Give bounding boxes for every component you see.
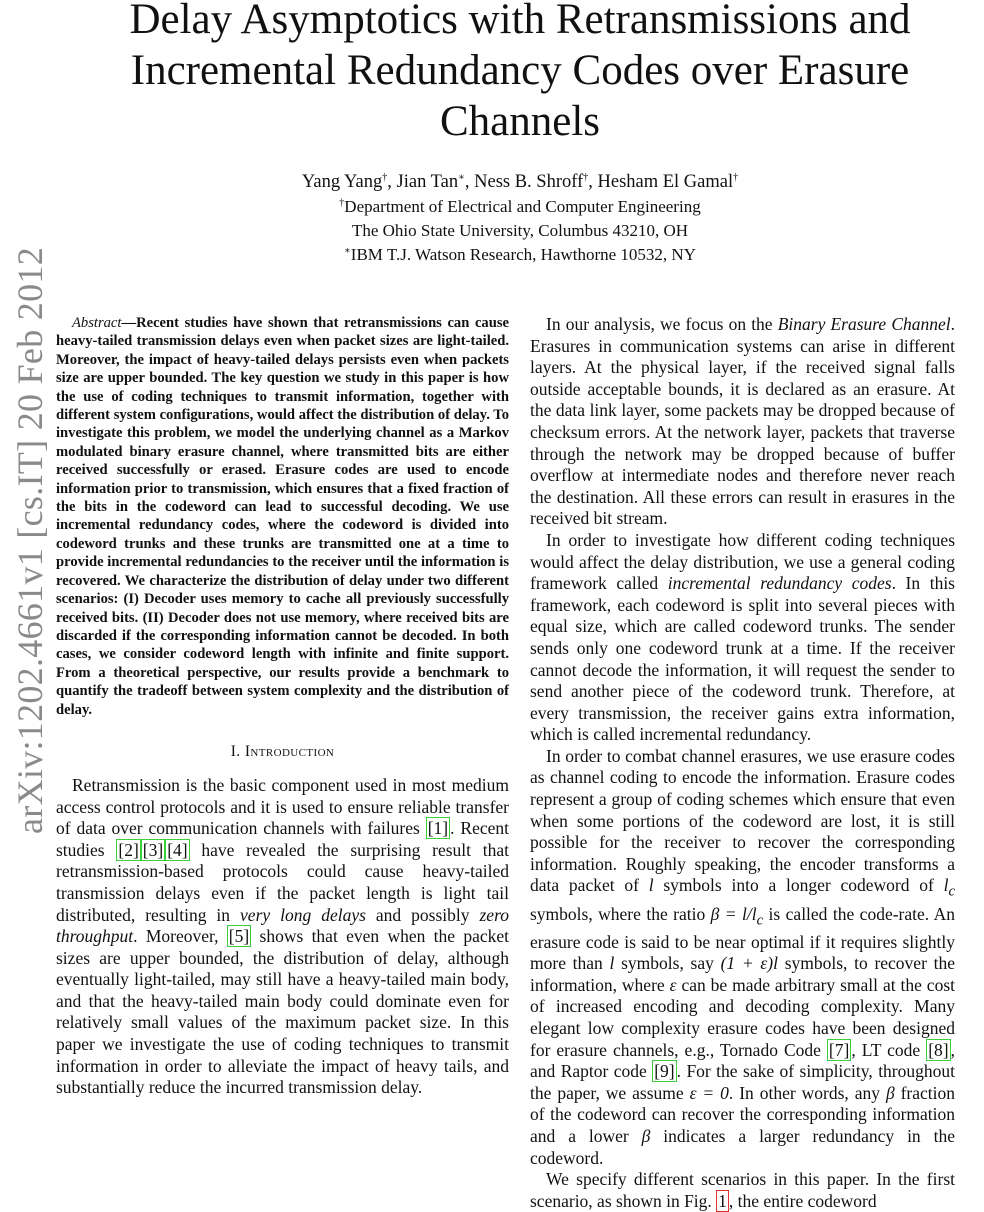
abstract-text: Recent studies have shown that retransmissions can cause heavy-tailed transmission delays even when packet sizes are light-tailed. Moreover, the impact of heavy-tailed delays persists even when packets size are upper bounded. The key question we study in this paper is how the use of coding techniques to transmit information, together with different system configurations, would affect the distribution of delay. To investigate this problem, we model the underlying channel as a Markov modulated binary erasure channel, where transmitted bits are either received successfully or erased. Erasure codes are used to encode information prior to transmission, which ensures that a fixed fraction of the bits in the codeword can lead to successful decoding. We use incremental redundancy codes, where the codeword is divided into codeword trunks and these trunks are transmitted one at a time to provide incremental redundancies to the receiver until the information is recovered. We characterize the distribution of delay under two different scenarios: (I) Decoder uses memory to cache all previously successfully received bits. (II) Decoder does not use memory, where received bits are discarded if the corresponding information cannot be decoded. In both cases, we consider codeword length with infinite and finite support. From a theoretical perspective, our results provide a benchmark to quantify the tradeoff between system complexity and the distribution of delay.	[56, 315, 509, 718]
affiliation-mark: †	[382, 171, 388, 183]
affiliation-mark: †	[583, 171, 589, 183]
author-name: , Hesham El Gamal	[588, 172, 734, 192]
body-paragraph: In order to investigate how different coding techniques would affect the delay distribution, we use a general coding framework called incremental redundancy codes. In this framework, each codeword is split into several pieces with equal size, which are called codeword trunks. The sender sends only one codeword trunk at a time. If the receiver cannot decode the information, it will request the sender to send another piece of the codeword trunk. Therefore, at every transmission, the receiver gains extra information, which is called incremental redundancy.	[530, 529, 955, 745]
author-name: Yang Yang	[301, 172, 383, 192]
author-name: , Ness B. Shroff	[464, 172, 584, 192]
author-list	[70, 170, 970, 194]
body-paragraph: We specify different scenarios in this paper. In the first scenario, as shown in Fig. 1 , the entire codeword	[530, 1169, 955, 1211]
figure-link[interactable]: 1	[718, 1190, 727, 1211]
affiliation-line: The Ohio State University, Columbus 43210, OH	[351, 221, 689, 240]
affiliation-mark: †	[733, 171, 739, 183]
math-inline: l	[609, 953, 615, 974]
abstract: Abstract—Recent studies have shown that retransmissions can cause heavy-tailed transmission delays even when packet sizes are light-tailed. Moreover, the impact of heavy-tailed delays persists even when packets size are upper bounded. The key question we study in this paper is how the use of coding techniques to transmit information, together with different system configurations, would affect the distribution of delay. To investigate this problem, we model the underlying channel as a Markov modulated binary erasure channel, where transmitted bits are either received successfully or erased. Erasure codes are used to encode information prior to transmission, which ensures that a fixed fraction of the bits in the codeword can lead to successful decoding. We use incremental redundancy codes, where the codeword is divided into codeword trunks and these trunks are transmitted one at a time to provide incremental redundancies to the receiver until the information is recovered. We characterize the distribution of delay under two different scenarios: (I) Decoder uses memory to cache all previously successfully received bits. (II) Decoder does not use memory, where received bits are discarded if the corresponding information cannot be decoded. In both cases, we consider codeword length with infinite and finite support. From a theoretical perspective, our results provide a benchmark to quantify the tradeoff between system complexity and the distribution of delay.	[56, 315, 509, 718]
author-name: , Jian Tan	[387, 172, 459, 192]
citation-link[interactable]: [5]	[228, 926, 250, 947]
math-inline: ε	[669, 974, 677, 995]
math-inline: β = l/l	[710, 903, 757, 924]
left-column	[56, 314, 509, 1099]
citation-link[interactable]: [7]	[828, 1039, 850, 1060]
math-inline: l	[943, 875, 949, 896]
body-paragraph: In order to combat channel erasures, we use erasure codes as channel coding to encode the information. Erasure codes represent a group of coding schemes which ensure that even when some portions of the codeword are lost, it is still possible for the receiver to recover the corresponding information. Roughly speaking, the encoder transforms a data packet of l symbols into a longer codeword of $l_c$ symbols, where the ratio $\beta = l/l_c$ is called the code-rate. An erasure code is said to be near optimal if it requires slightly more than l symbols, say (1 + ε)l symbols, to recover the information, where ε can be made arbitrary small at the cost of increased encoding and decoding complexity. Many elegant low complexity erasure codes have been designed for erasure channels, e.g., Tornado Code [7] , LT code [8] , and Raptor code [9] . For the sake of simplicity, throughout the paper, we assume ε = 0. In other words, any β fraction of the codeword can recover the corresponding information and a lower β indicates a larger redundancy in the codeword.	[530, 745, 956, 1168]
math-inline: (1 + ε)l	[720, 953, 778, 974]
citation-link[interactable]: [1]	[427, 818, 449, 839]
right-column	[530, 314, 955, 1212]
math-inline: β	[641, 1125, 651, 1146]
citation-link[interactable]: [2]	[118, 839, 139, 860]
intro-paragraph: Retransmission is the basic component used in most medium access control protocols and it is used to ensure reliable transfer of data over communication channels with failures [1] . Recent studies [2] [3] [4] have revealed the surprising result that retransmission-based protocols could cause heavy-tailed transmission delays even if the packet length is light tail distributed, resulting in very long delays and possibly zero throughput. Moreover, [5] shows that even when the packet sizes are upper bounded, the distribution of delay, although eventually light-tailed, may still have a heavy-tailed main body, and that the heavy-tailed main body could dominate even for relatively small values of the maximum packet size. In this paper we investigate the use of coding techniques to transmit information in order to alleviate the impact of heavy tails, and substantially reduce the incurred transmission delay.	[56, 774, 509, 1098]
affiliation-line: †Department of Electrical and Computer Engineering	[339, 197, 701, 216]
body-paragraph: In our analysis, we focus on the Binary Erasure Channel. Erasures in communication systems can arise in different layers. At the physical layer, if the received signal falls outside acceptable bounds, it is declared as an erasure. At the data link layer, some packets may be dropped because of checksum errors. At the network layer, packets that traverse through the network may be dropped because of buffer overflow at intermediate nodes and therefore never reach the destination. All these errors can result in erasures in the received bit stream.	[530, 314, 955, 529]
affiliation-line: ∗IBM T.J. Watson Research, Hawthorne 10532, NY	[344, 245, 696, 264]
math-inline: ε = 0	[689, 1082, 729, 1103]
citation-link[interactable]: [8]	[928, 1039, 949, 1060]
section-heading: I. Introduction	[230, 742, 335, 760]
arxiv-sidebar-stamp: arXiv:1202.4661v1 [cs.IT] 20 Feb 2012	[10, 246, 50, 834]
citation-link[interactable]: [9]	[654, 1061, 675, 1082]
affiliation-mark: ∗	[344, 245, 351, 257]
affiliation-mark: †	[339, 197, 345, 209]
citation-link[interactable]: [3]	[142, 839, 164, 860]
math-inline: β	[885, 1082, 895, 1103]
abstract-label: Abstract	[72, 315, 122, 331]
math-inline: l	[648, 875, 654, 896]
citation-link[interactable]: [4]	[167, 839, 188, 860]
paper-title: Delay Asymptotics with Retransmissions and Incremental Redundancy Codes over Erasure Channels	[129, 0, 911, 145]
affiliation-mark: ∗	[458, 171, 465, 183]
